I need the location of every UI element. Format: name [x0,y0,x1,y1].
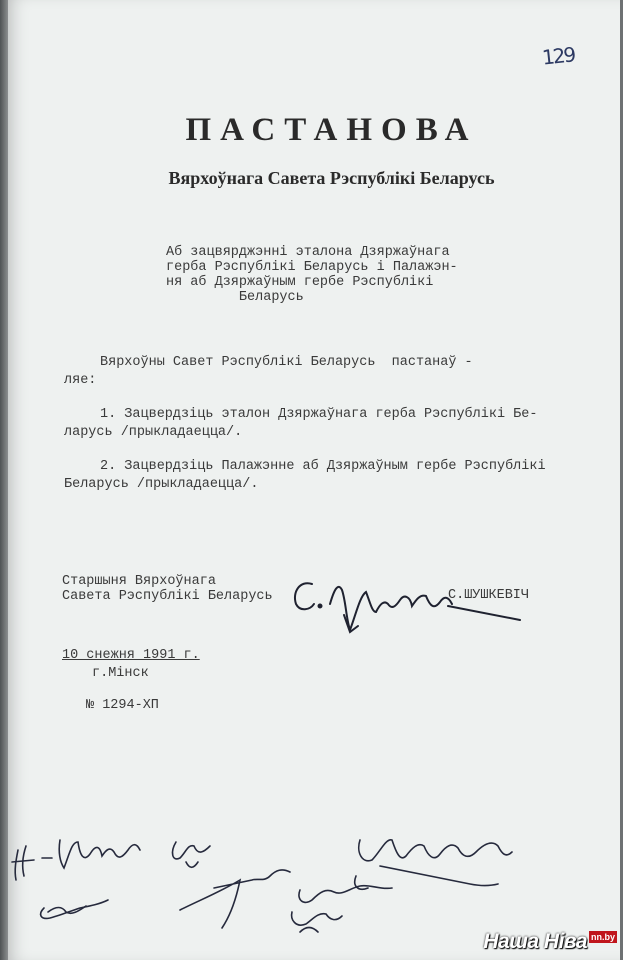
preamble: Вярхоўны Савет Рэспублікі Беларусь пастанаў - [100,355,473,370]
document-issuer: Вярхоўнага Савета Рэспублікі Беларусь [168,168,495,188]
subject-line: ня аб Дзяржаўным гербе Рэспублікі [166,275,434,290]
resolution-item-1-continuation: ларусь /прыкладаецца/. [64,425,243,440]
document-title: ПАСТАНОВА [185,112,478,148]
page-number: 129 [540,42,576,70]
resolution-item-1: 1. Зацвердзіць эталон Дзяржаўнага герба Рэспублікі Бе- [100,407,538,422]
resolution-item-2: 2. Зацвердзіць Палажэнне аб Дзяржаўным гербе Рэспублікі [100,459,546,474]
resolution-item-2-continuation: Беларусь /прыкладаецца/. [64,477,259,492]
watermark-logo: Наша Ніва [483,930,587,953]
signer-title-line: Старшыня Вярхоўнага [62,574,216,589]
document-date: 10 снежня 1991 г. [62,648,200,663]
watermark-domain: nn.by [591,932,615,942]
signer-title-line: Савета Рэспублікі Беларусь [62,589,273,604]
publisher-watermark [483,930,617,954]
subject-line: герба Рэспублікі Беларусь і Палажэн- [166,260,458,275]
subject-line: Беларусь [166,290,304,305]
subject-line: Аб зацвярджэнні эталона Дзяржаўнага [166,245,450,260]
signer-name: С.ШУШКЕВІЧ [448,588,530,603]
document-number: № 1294-ХП [86,698,159,713]
preamble-continuation: ляе: [64,373,97,388]
document-city: г.Мінск [92,666,149,681]
